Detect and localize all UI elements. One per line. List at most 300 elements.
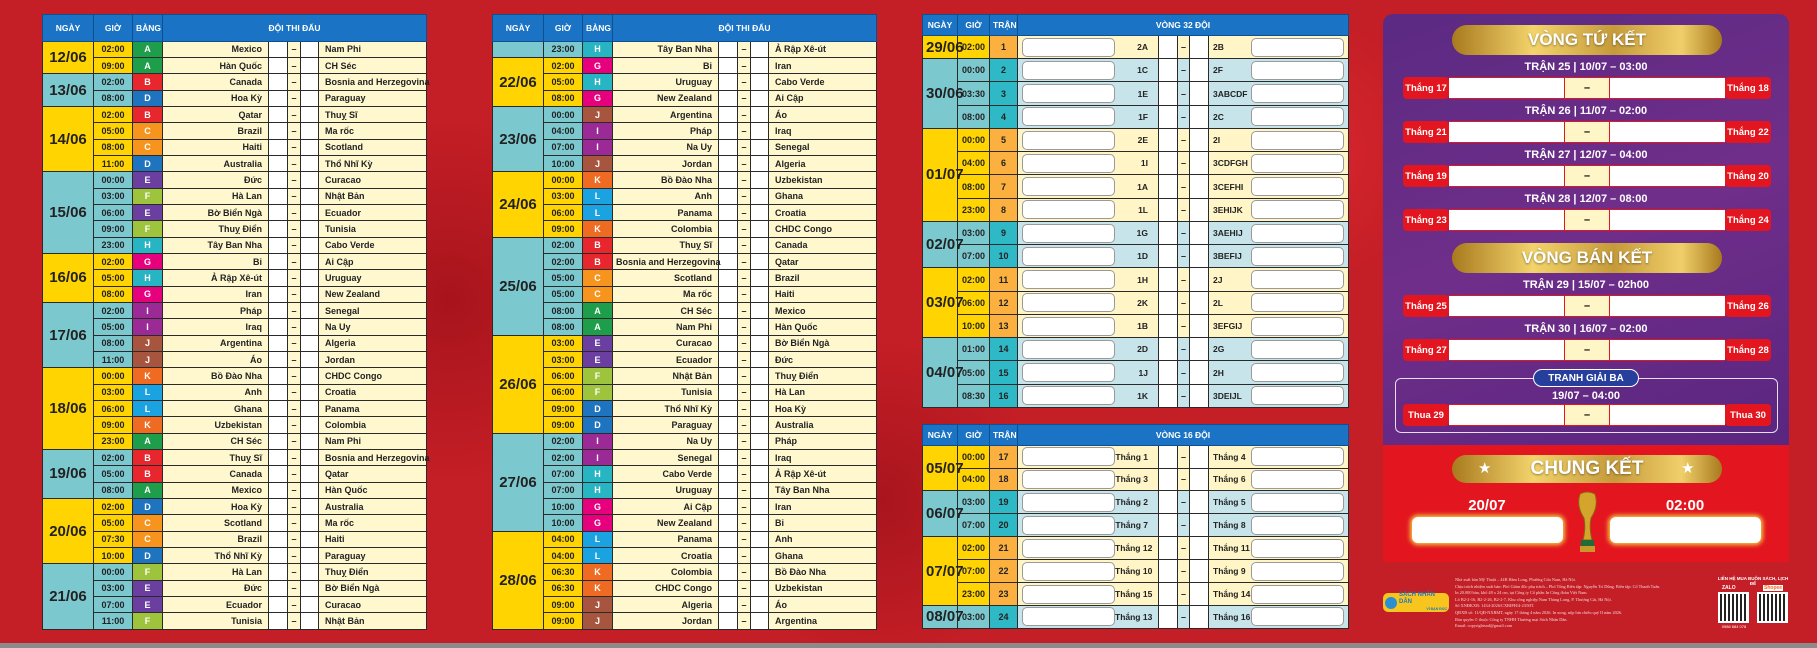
away-score-input[interactable] [751,107,769,123]
home-score-input[interactable] [269,400,288,416]
match-row [923,537,1349,560]
away-team-name-input[interactable] [1251,562,1344,581]
away-score-input[interactable] [301,368,319,384]
away-score-input[interactable] [1190,583,1209,606]
away-team: Hàn Quốc [769,319,877,335]
away-score-input[interactable] [301,531,319,547]
away-score-input[interactable] [751,515,769,531]
home-score-input[interactable] [269,172,288,188]
home-team-name-input[interactable] [1022,293,1115,312]
score-separator: – [288,449,301,465]
away-score-input[interactable] [301,449,319,465]
home-score-input[interactable] [1159,314,1178,337]
home-score-field[interactable] [1449,339,1564,361]
home-score-input[interactable] [269,205,288,221]
home-team-name-input[interactable] [1022,585,1115,604]
zalo-qr-code[interactable] [1718,592,1749,623]
home-score-input[interactable] [719,417,738,433]
shopee-qr-code[interactable] [1757,592,1788,623]
home-score-input[interactable] [1159,491,1178,514]
match-row [43,270,427,286]
away-score-input[interactable] [751,449,769,465]
away-score-input[interactable] [1190,175,1209,198]
away-score-field[interactable] [1610,295,1725,317]
away-score-input[interactable] [1190,491,1209,514]
home-score-input[interactable] [1159,245,1178,268]
away-score-input[interactable] [301,123,319,139]
away-score-input[interactable] [1190,35,1209,58]
home-score-input[interactable] [719,319,738,335]
away-score-field[interactable] [1610,209,1725,231]
home-score-input[interactable] [269,237,288,253]
home-score-input[interactable] [269,417,288,433]
score-separator: – [1178,445,1190,468]
away-score-field[interactable] [1610,404,1725,426]
away-score-input[interactable] [1190,291,1209,314]
home-score-input[interactable] [1159,221,1178,244]
away-score-input[interactable] [301,205,319,221]
home-score-input[interactable] [719,254,738,270]
home-team: Senegal [613,449,719,465]
away-score-input[interactable] [301,41,319,57]
home-score-input[interactable] [1159,175,1178,198]
home-score-input[interactable] [719,41,738,57]
away-team-name-input[interactable] [1251,470,1344,489]
match-time: 04:00 [958,152,990,175]
home-score-input[interactable] [1159,152,1178,175]
home-score-input[interactable] [269,547,288,563]
away-score-field[interactable] [1610,77,1725,99]
home-score-input[interactable] [719,58,738,74]
home-score-input[interactable] [719,580,738,596]
home-score-input[interactable] [269,107,288,123]
home-score-input[interactable] [719,205,738,221]
group-stage-table [492,14,877,630]
score-separator: – [1178,152,1190,175]
match-row [923,445,1349,468]
home-score-input[interactable] [1159,338,1178,361]
away-score-input[interactable] [751,564,769,580]
away-score-input[interactable] [1190,221,1209,244]
home-score-field[interactable] [1449,77,1564,99]
home-score-input[interactable] [719,156,738,172]
home-team: Panama [613,205,719,221]
home-score-input[interactable] [269,449,288,465]
away-score-input[interactable] [1190,445,1209,468]
away-score-input[interactable] [301,564,319,580]
home-score-input[interactable] [269,580,288,596]
away-score-input[interactable] [301,498,319,514]
home-score-input[interactable] [269,74,288,90]
away-score-input[interactable] [301,384,319,400]
away-score-input[interactable] [301,221,319,237]
home-score-input[interactable] [719,400,738,416]
away-score-input[interactable] [301,302,319,318]
away-team-name-input[interactable] [1251,38,1344,57]
match-row [493,319,877,335]
home-score-input[interactable] [269,335,288,351]
away-score-field[interactable] [1610,121,1725,143]
away-score-input[interactable] [301,254,319,270]
home-score-input[interactable] [719,482,738,498]
home-score-input[interactable] [1159,514,1178,537]
away-seed: Thắng 6 [1213,474,1246,485]
away-score-input[interactable] [301,156,319,172]
away-team: Uzbekistan [769,172,877,188]
away-team-name-input[interactable] [1251,224,1344,243]
away-score-input[interactable] [1190,82,1209,105]
home-score-input[interactable] [1159,198,1178,221]
home-score-input[interactable] [269,613,288,630]
home-team-name-input[interactable] [1022,562,1115,581]
away-score-input[interactable] [301,482,319,498]
away-score-input[interactable] [1190,59,1209,82]
away-score-input[interactable] [751,302,769,318]
home-score-input[interactable] [269,498,288,514]
home-score-input[interactable] [269,596,288,612]
home-team-name-input[interactable] [1022,177,1115,196]
group-badge: B [133,449,163,465]
home-score-input[interactable] [1159,82,1178,105]
away-score-input[interactable] [751,335,769,351]
score-separator: – [288,335,301,351]
home-team-name-input[interactable] [1022,131,1115,150]
away-score-input[interactable] [1190,384,1209,407]
away-score-input[interactable] [751,139,769,155]
home-score-input[interactable] [719,74,738,90]
away-team: Bosnia and Herzegovina [319,74,427,90]
home-score-input[interactable] [1159,583,1178,606]
home-score-input[interactable] [719,564,738,580]
home-team-name-input[interactable] [1022,200,1115,219]
home-team-name-input[interactable] [1022,224,1115,243]
home-team-name-input[interactable] [1022,84,1115,103]
home-score-input[interactable] [719,237,738,253]
home-score-input[interactable] [719,547,738,563]
away-score-input[interactable] [1190,128,1209,151]
home-seed: Thắng 3 [1115,474,1148,485]
match-row [493,515,877,531]
home-score-input[interactable] [1159,59,1178,82]
group-badge: A [133,433,163,449]
away-score-input[interactable] [751,41,769,57]
away-score-input[interactable] [751,319,769,335]
home-team-name-input[interactable] [1022,61,1115,80]
score-separator: – [288,74,301,90]
away-score-input[interactable] [1190,152,1209,175]
home-score-input[interactable] [719,172,738,188]
home-team-name-input[interactable] [1022,317,1115,336]
away-score-input[interactable] [751,74,769,90]
away-score-input[interactable] [751,156,769,172]
away-score-input[interactable] [1190,338,1209,361]
away-score-input[interactable] [751,351,769,367]
away-score-input[interactable] [751,221,769,237]
away-seed: 3EHIJK [1213,204,1243,215]
home-score-input[interactable] [269,368,288,384]
away-score-input[interactable] [751,613,769,630]
away-team-name-input[interactable] [1251,516,1344,535]
away-team-name-input[interactable] [1251,200,1344,219]
away-score-input[interactable] [1190,314,1209,337]
away-score-input[interactable] [1190,560,1209,583]
away-score-input[interactable] [1190,361,1209,384]
home-score-input[interactable] [719,188,738,204]
match-time: 09:00 [544,400,583,416]
home-score-input[interactable] [269,221,288,237]
home-score-input[interactable] [719,466,738,482]
away-score-input[interactable] [301,188,319,204]
away-score-input[interactable] [751,417,769,433]
score-separator: – [1564,77,1610,99]
home-team-name-input[interactable] [1022,447,1115,466]
match-row [43,254,427,270]
home-score-input[interactable] [1159,445,1178,468]
home-score-input[interactable] [719,596,738,612]
home-score-input[interactable] [719,286,738,302]
home-score-input[interactable] [269,123,288,139]
away-score-input[interactable] [301,580,319,596]
match-date: 19/06 [43,449,94,498]
away-score-field[interactable] [1610,339,1725,361]
away-score-input[interactable] [751,580,769,596]
away-score-input[interactable] [1190,514,1209,537]
away-team-name-input[interactable] [1251,84,1344,103]
away-score-input[interactable] [301,613,319,630]
away-score-input[interactable] [751,90,769,106]
home-score-field[interactable] [1449,165,1564,187]
away-team-name-input[interactable] [1251,177,1344,196]
away-team-name-input[interactable] [1251,363,1344,382]
match-row [493,172,877,188]
away-team-name-input[interactable] [1251,270,1344,289]
home-score-input[interactable] [269,41,288,57]
column-header-teams: ĐỘI THI ĐẤU [163,15,427,42]
away-score-input[interactable] [1190,268,1209,291]
home-team-name-input[interactable] [1022,107,1115,126]
away-score-input[interactable] [751,205,769,221]
group-badge: B [133,74,163,90]
away-score-input[interactable] [301,286,319,302]
home-score-field[interactable] [1449,404,1564,426]
home-score-input[interactable] [269,384,288,400]
home-score-input[interactable] [1159,35,1178,58]
match-time: 03:00 [958,605,990,628]
away-score-input[interactable] [1190,468,1209,491]
away-score-input[interactable] [301,547,319,563]
away-score-input[interactable] [751,433,769,449]
home-score-input[interactable] [1159,560,1178,583]
home-score-input[interactable] [269,156,288,172]
away-team-name-input[interactable] [1251,340,1344,359]
home-score-input[interactable] [1159,105,1178,128]
away-score-input[interactable] [301,400,319,416]
away-score-input[interactable] [751,172,769,188]
home-score-input[interactable] [719,498,738,514]
away-score-input[interactable] [751,482,769,498]
away-team-name-input[interactable] [1251,493,1344,512]
home-score-input[interactable] [1159,291,1178,314]
zalo-label: ZALO [1722,585,1736,591]
home-team-name-input[interactable] [1022,247,1115,266]
home-score-input[interactable] [269,139,288,155]
home-slot-inner [1018,268,1158,290]
away-team-name-input[interactable] [1251,131,1344,150]
home-score-input[interactable] [719,270,738,286]
home-score-input[interactable] [269,482,288,498]
home-score-input[interactable] [269,188,288,204]
away-team: Pháp [769,433,877,449]
away-team-name-input[interactable] [1251,585,1344,604]
away-score-input[interactable] [751,400,769,416]
home-score-input[interactable] [719,368,738,384]
away-score-input[interactable] [1190,537,1209,560]
home-score-input[interactable] [1159,537,1178,560]
away-score-input[interactable] [301,351,319,367]
home-score-input[interactable] [269,531,288,547]
match-time: 10:00 [958,314,990,337]
home-score-input[interactable] [719,123,738,139]
home-score-input[interactable] [269,433,288,449]
away-score-input[interactable] [751,596,769,612]
away-score-input[interactable] [301,90,319,106]
home-score-input[interactable] [719,351,738,367]
final-away-field[interactable] [1610,517,1761,543]
away-team-name-input[interactable] [1251,107,1344,126]
home-score-input[interactable] [719,335,738,351]
away-score-input[interactable] [751,498,769,514]
home-score-input[interactable] [719,139,738,155]
home-team-name-input[interactable] [1022,539,1115,558]
away-team-name-input[interactable] [1251,247,1344,266]
home-team-name-input[interactable] [1022,363,1115,382]
home-team-name-input[interactable] [1022,493,1115,512]
home-score-input[interactable] [1159,268,1178,291]
away-score-input[interactable] [1190,605,1209,628]
away-score-input[interactable] [751,466,769,482]
home-score-input[interactable] [1159,361,1178,384]
home-score-input[interactable] [719,221,738,237]
away-score-input[interactable] [301,417,319,433]
away-score-input[interactable] [301,107,319,123]
home-score-input[interactable] [269,58,288,74]
home-score-input[interactable] [719,433,738,449]
away-team-name-input[interactable] [1251,539,1344,558]
away-score-input[interactable] [751,58,769,74]
home-score-input[interactable] [719,531,738,547]
away-score-input[interactable] [1190,105,1209,128]
away-score-input[interactable] [751,547,769,563]
home-score-input[interactable] [269,254,288,270]
away-score-input[interactable] [1190,198,1209,221]
final-home-field[interactable] [1412,517,1563,543]
home-score-field[interactable] [1449,209,1564,231]
match-date: 21/06 [43,564,94,630]
away-score-input[interactable] [301,58,319,74]
away-score-input[interactable] [751,123,769,139]
home-score-input[interactable] [269,286,288,302]
home-score-input[interactable] [1159,605,1178,628]
away-team-name-input[interactable] [1251,447,1344,466]
home-score-input[interactable] [269,466,288,482]
away-team-name-input[interactable] [1251,293,1344,312]
home-team-name-input[interactable] [1022,607,1115,626]
star-icon: ★ [1478,460,1492,477]
away-score-input[interactable] [301,74,319,90]
away-score-input[interactable] [751,384,769,400]
home-team-name-input[interactable] [1022,516,1115,535]
away-score-input[interactable] [301,515,319,531]
away-score-input[interactable] [301,433,319,449]
away-score-input[interactable] [301,172,319,188]
away-score-input[interactable] [301,237,319,253]
home-score-input[interactable] [1159,128,1178,151]
home-team-name-input[interactable] [1022,154,1115,173]
away-team-name-input[interactable] [1251,317,1344,336]
home-team-name-input[interactable] [1022,340,1115,359]
away-score-input[interactable] [301,139,319,155]
home-score-field[interactable] [1449,121,1564,143]
home-score-input[interactable] [719,384,738,400]
away-team-name-input[interactable] [1251,61,1344,80]
home-score-field[interactable] [1449,295,1564,317]
away-score-input[interactable] [751,286,769,302]
home-team-name-input[interactable] [1022,470,1115,489]
home-team: Ả Rập Xê-út [163,270,269,286]
home-score-input[interactable] [719,449,738,465]
home-score-input[interactable] [269,564,288,580]
away-team-name-input[interactable] [1251,154,1344,173]
home-score-input[interactable] [269,270,288,286]
away-score-input[interactable] [751,368,769,384]
home-score-input[interactable] [719,515,738,531]
away-team-name-input[interactable] [1251,386,1344,405]
away-score-input[interactable] [751,531,769,547]
home-score-input[interactable] [269,90,288,106]
away-score-input[interactable] [301,270,319,286]
home-score-input[interactable] [1159,468,1178,491]
score-separator: – [738,351,751,367]
away-score-input[interactable] [301,319,319,335]
match-row [493,449,877,465]
away-score-input[interactable] [751,237,769,253]
home-team-name-input[interactable] [1022,386,1115,405]
away-score-field[interactable] [1610,165,1725,187]
match-row [493,466,877,482]
home-score-input[interactable] [269,515,288,531]
home-score-input[interactable] [1159,384,1178,407]
away-score-input[interactable] [301,466,319,482]
home-score-input[interactable] [719,90,738,106]
away-score-input[interactable] [301,335,319,351]
away-score-input[interactable] [1190,245,1209,268]
home-team-name-input[interactable] [1022,38,1115,57]
home-score-input[interactable] [719,302,738,318]
away-team-name-input[interactable] [1251,607,1344,626]
match-number: 2 [990,59,1018,82]
home-score-input[interactable] [719,107,738,123]
away-score-input[interactable] [751,188,769,204]
away-score-input[interactable] [301,596,319,612]
away-score-input[interactable] [751,270,769,286]
home-score-input[interactable] [269,319,288,335]
away-score-input[interactable] [751,254,769,270]
home-score-input[interactable] [269,302,288,318]
home-score-input[interactable] [269,351,288,367]
home-score-input[interactable] [719,613,738,630]
home-team-name-input[interactable] [1022,270,1115,289]
home-slot [1018,128,1159,151]
